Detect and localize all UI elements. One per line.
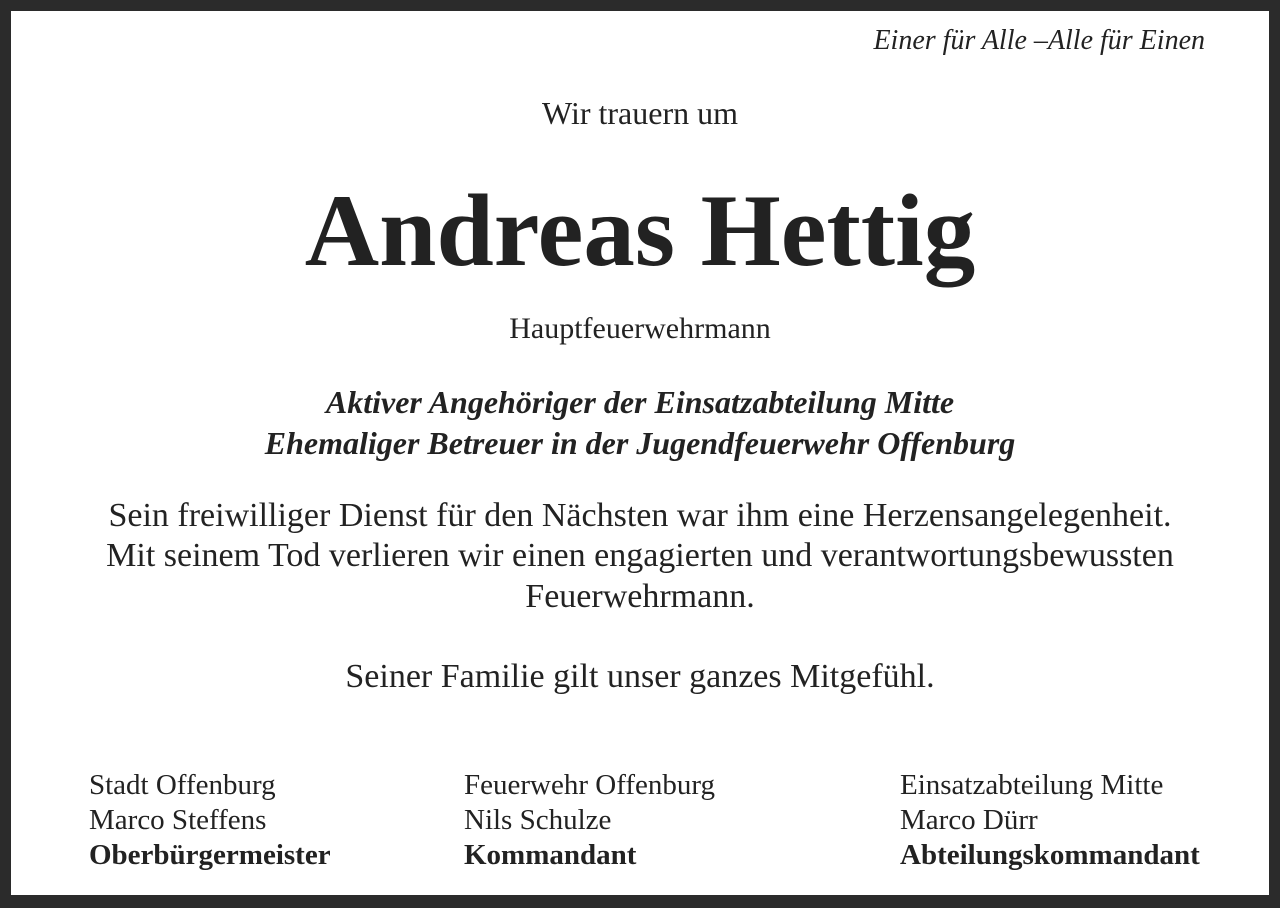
tribute-line: Mit seinem Tod verlieren wir einen engagierten und verantwortungsbewussten — [106, 537, 1174, 574]
signature-organization: Stadt Offenburg — [89, 769, 276, 801]
condolence-text: Seiner Familie gilt unser ganzes Mitgefühl. — [345, 658, 935, 695]
signature-organization: Einsatzabteilung Mitte — [900, 769, 1164, 801]
signature-block-fire-department — [464, 768, 715, 873]
deceased-name: Andreas Hettig — [304, 174, 976, 288]
role-line: Aktiver Angehöriger der Einsatzabteilung Mitte — [325, 384, 955, 420]
tribute-line: Feuerwehrmann. — [525, 578, 755, 615]
signature-block-city — [89, 768, 331, 873]
signature-block-division — [900, 768, 1200, 873]
signature-person: Marco Dürr — [900, 804, 1038, 836]
motto: Einer für Alle –Alle für Einen — [873, 25, 1205, 56]
signature-person: Marco Steffens — [89, 804, 267, 836]
signature-title: Kommandant — [464, 839, 637, 871]
signature-title: Oberbürgermeister — [89, 839, 331, 871]
intro-text: Wir trauern um — [542, 95, 738, 131]
signature-organization: Feuerwehr Offenburg — [464, 769, 715, 801]
rank-title: Hauptfeuerwehrmann — [509, 312, 771, 345]
signature-person: Nils Schulze — [464, 804, 612, 836]
tribute-line: Sein freiwilliger Dienst für den Nächsten war ihm eine Herzensangelegenheit. — [108, 497, 1172, 534]
signature-title: Abteilungskommandant — [900, 839, 1200, 871]
role-line: Ehemaliger Betreuer in der Jugendfeuerwehr Offenburg — [264, 425, 1016, 461]
